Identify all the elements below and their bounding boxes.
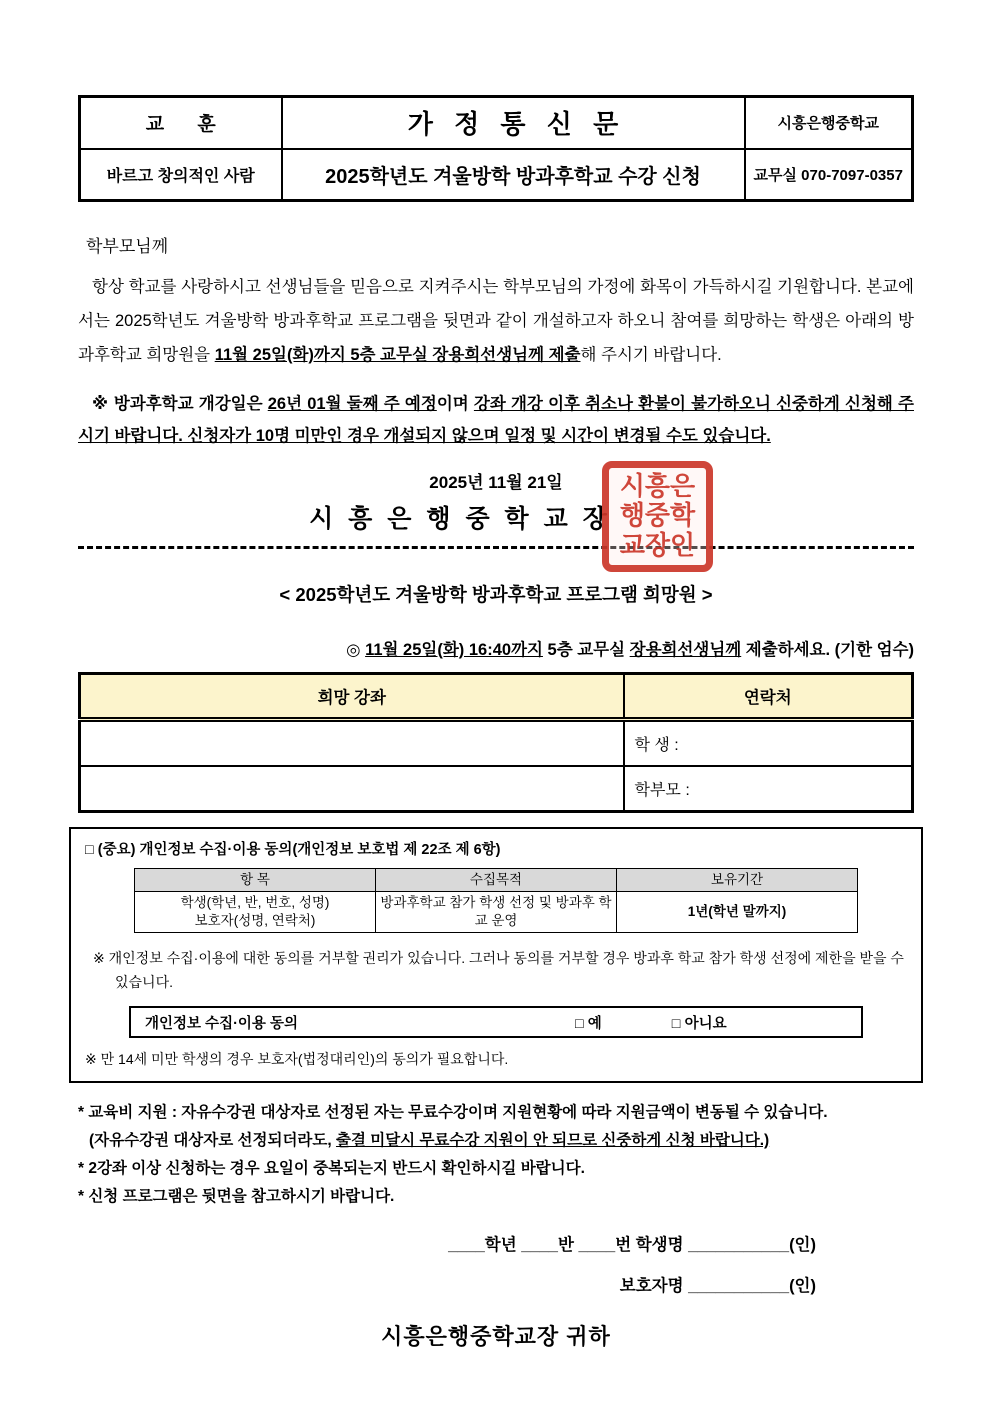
note-voucher-prefix: (자유수강권 대상자로 선정되더라도, <box>89 1132 336 1149</box>
privacy-consent-box <box>69 827 923 1083</box>
guardian-signature-line: 보호자명 ___________(인) <box>619 1277 816 1295</box>
note-voucher-warning <box>78 1127 914 1155</box>
privacy-retention-header: 보유기간 <box>617 869 858 892</box>
document-type-title: 가 정 통 신 문 <box>282 97 745 149</box>
under-14-notice: ※ 만 14세 미만 학생의 경우 보호자(법정대리인)의 동의가 필요합니다. <box>85 1051 509 1067</box>
table-row <box>80 720 913 766</box>
notice-paragraph <box>78 388 914 452</box>
note-voucher-underline: 출결 미달시 무료수강 지원이 안 되므로 신중하게 신청 바랍니다.) <box>335 1132 770 1149</box>
footer-notes <box>78 1099 914 1211</box>
cut-line-divider <box>78 546 914 549</box>
privacy-item-header: 항 목 <box>135 869 376 892</box>
motto-label-cell: 교 훈 <box>80 97 282 149</box>
note-schedule-overlap: * 2강좌 이상 신청하는 경우 요일이 중복되는지 반드시 확인하시길 바랍니다. <box>78 1160 585 1177</box>
submit-mid: 5층 교무실 <box>542 641 630 659</box>
form-section-title: < 2025학년도 겨울방학 방과후학교 프로그램 희망원 > <box>279 584 713 605</box>
guardian-contact-cell: 학부모 : <box>624 766 913 812</box>
privacy-item-cell <box>135 892 376 933</box>
principal-seal-stamp <box>602 461 713 572</box>
notice-text-mid: 이며 <box>436 395 474 413</box>
notice-text: ※ 방과후학교 개강일은 <box>92 395 268 413</box>
seal-row-2: 행중학 <box>619 501 696 531</box>
submit-suffix: 제출하세요. (기한 엄수) <box>741 641 914 659</box>
privacy-purpose-header: 수집목적 <box>376 869 617 892</box>
privacy-refusal-notice: ※ 개인정보 수집·이용에 대한 동의를 거부할 권리가 있습니다. 그러나 동의를 거부할 경우 방과후 학교 참가 학생 선정에 제한을 받을 수 있습니다. <box>93 950 904 990</box>
signature-area <box>78 1231 914 1296</box>
intro-text: 항상 학교를 사랑하시고 선생님들을 믿음으로 지켜주시는 학부모님의 가정에 화목이 가득하시길 기원합니다. 본교에서는 2025학년도 겨울방학 방과후학교 프로그램을 뒷면과 같이 개설하고자 하오니 참여를 희망하는 학생은 아래의 방과후학교 희망원을 <box>78 278 914 364</box>
intro-text-end: 해 주시기 바랍니다. <box>580 346 722 364</box>
seal-row-3: 교장인 <box>619 531 696 561</box>
issue-date: 2025년 11월 21일 <box>429 473 563 492</box>
course-column-header: 희망 강좌 <box>80 674 624 720</box>
school-name-cell: 시흥은행중학교 <box>745 97 913 149</box>
submit-instruction <box>78 636 914 660</box>
privacy-retention-cell: 1년(학년 말까지) <box>617 892 858 933</box>
header-table <box>78 95 914 202</box>
consent-no-option: □ 아니요 <box>671 1015 727 1032</box>
note-tuition-support: * 교육비 지원 : 자유수강권 대상자로 선정된 자는 무료수강이며 지원현황에 따라 지원금액이 변동될 수 있습니다. <box>78 1104 828 1121</box>
submit-deadline-emphasis: 11월 25일(화)까지 5층 교무실 장용희선생님께 제출 <box>214 346 581 364</box>
student-contact-cell: 학 생 : <box>624 720 913 766</box>
privacy-table-data-row <box>135 892 858 933</box>
contact-column-header: 연락처 <box>624 674 913 720</box>
motto-text-cell: 바르고 창의적인 사람 <box>80 149 282 201</box>
privacy-info-table <box>134 868 858 933</box>
course-input-cell-2 <box>80 766 624 812</box>
consent-choice-box <box>129 1006 863 1038</box>
document-subject: 2025학년도 겨울방학 방과후학교 수강 신청 <box>282 149 745 201</box>
signature-block <box>78 468 914 561</box>
table-row <box>80 766 913 812</box>
submit-prefix: ◎ <box>346 641 366 659</box>
seal-row-1: 시흥은 <box>619 471 696 501</box>
note-see-back: * 신청 프로그램은 뒷면을 참고하시기 바랍니다. <box>78 1188 395 1205</box>
start-date-emphasis: 26년 01월 둘째 주 예정 <box>267 395 437 413</box>
consent-label: 개인정보 수집·이용 동의 <box>145 1015 298 1032</box>
greeting-line: 학부모님께 <box>86 237 169 256</box>
submit-deadline: 11월 25일(화) 16:40까지 <box>365 641 543 659</box>
course-input-cell-1 <box>80 720 624 766</box>
refund-warning-emphasis: 강좌 개강 이후 취소나 환불이 불가하오니 신중하게 신청해 주시기 바랍니다. 신청자가 10명 미만인 경우 개설되지 않으며 일정 및 시간이 변경될 수도 있습니다. <box>78 395 914 445</box>
submit-teacher: 장용희선생님께 <box>629 641 742 659</box>
privacy-table-header-row <box>135 869 858 892</box>
table-header-row <box>80 674 913 720</box>
student-signature-line: ____학년 ____반 ____번 학생명 ___________(인) <box>448 1236 816 1254</box>
principal-title: 시 흥 은 행 중 학 교 장 <box>309 505 611 533</box>
consent-yes-option: □ 예 <box>575 1015 602 1032</box>
privacy-title: □ (중요) 개인정보 수집·이용 동의(개인정보 보호법 제 22조 제 6항) <box>85 842 501 858</box>
privacy-purpose-cell: 방과후학교 참가 학생 선정 및 방과후 학교 운영 <box>376 892 617 933</box>
intro-paragraph <box>78 270 914 372</box>
privacy-item-line2: 보호자(성명, 연락처) <box>194 913 316 928</box>
office-phone-cell: 교무실 070-7097-0357 <box>745 149 913 201</box>
closing-addressee: 시흥은행중학교장 귀하 <box>381 1324 611 1349</box>
privacy-item-line1: 학생(학년, 반, 번호, 성명) <box>180 895 330 910</box>
course-request-table <box>78 672 914 813</box>
